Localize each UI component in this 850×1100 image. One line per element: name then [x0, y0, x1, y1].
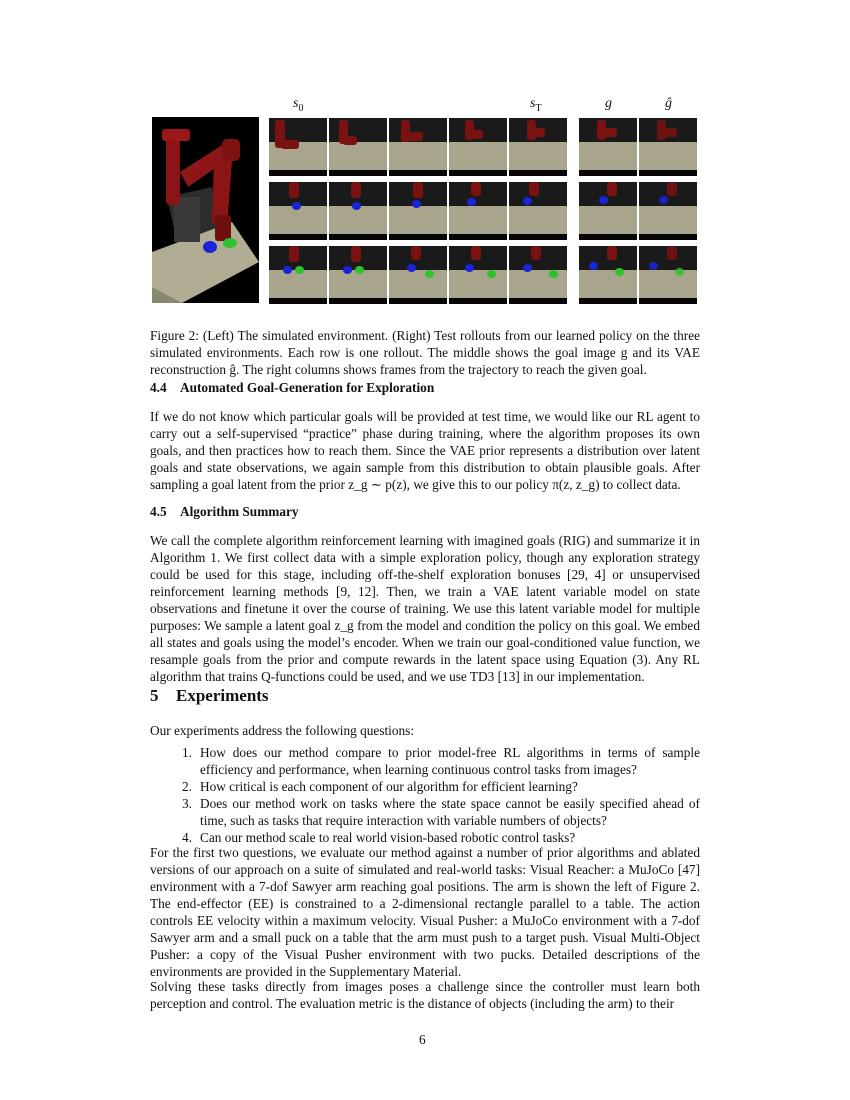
- list-item: 2. How critical is each component of our algorithm for efficient learning?: [182, 779, 578, 794]
- goal-image-row-3: [579, 246, 637, 304]
- list-item: 3. Does our method work on tasks where the state space cannot be easily specified ahead of time, such as tasks that require interaction with variable numbers of objects?: [182, 796, 700, 828]
- goal-image-row-2: [579, 182, 637, 240]
- label-g: g: [605, 96, 612, 111]
- section-5-heading: 5 Experiments: [150, 686, 269, 705]
- figure-caption: Figure 2: (Left) The simulated environment. (Right) Test rollouts from our learned policy on the three simulated environments. Each row is one rollout. The middle shows the goal image g and its VAE reconstruction ĝ. The right columns shows frames from the trajectory to reach the given goal.: [150, 328, 700, 378]
- section-5-intro: Our experiments address the following questions:: [150, 723, 415, 738]
- goal-reconstruction-row-1: [639, 118, 697, 176]
- list-item: 1. How does our method compare to prior model-free RL algorithms in terms of sample efficiency and performance, when learning continuous control tasks from images?: [182, 745, 700, 777]
- rollout-2-frame-2: [329, 182, 387, 240]
- section-4-4-heading: 4.4 Automated Goal-Generation for Exploration: [150, 380, 435, 395]
- rollout-3-frame-4: [449, 246, 507, 304]
- page-number: 6: [419, 1032, 426, 1047]
- rollout-3-frame-2: [329, 246, 387, 304]
- goal-reconstruction-row-2: [639, 182, 697, 240]
- section-4-5-heading: 4.5 Algorithm Summary: [150, 504, 299, 519]
- rollout-2-frame-5: [509, 182, 567, 240]
- label-s0: $s_0$: [293, 96, 304, 114]
- rollout-1-frame-2: [329, 118, 387, 176]
- goal-reconstruction-row-3: [639, 246, 697, 304]
- label-sT: $s_T$: [530, 96, 542, 114]
- list-item: 4. Can our method scale to real world vision-based robotic control tasks?: [182, 830, 576, 845]
- rollout-3-frame-5: [509, 246, 567, 304]
- rollout-1-frame-4: [449, 118, 507, 176]
- rollout-1-frame-3: [389, 118, 447, 176]
- rollout-1-frame-5: [509, 118, 567, 176]
- goal-image-row-1: [579, 118, 637, 176]
- rollout-3-frame-1: [269, 246, 327, 304]
- section-4-5-body: We call the complete algorithm reinforcement learning with imagined goals (RIG) and summarize it in Algorithm 1. We first collect data with a simple exploration policy, though any exploration strategy could be used for this stage, including off-the-shelf exploration bonuses [29, 4] or unsupervised reinforcement learning methods [9, 12]. Then, we train a VAE latent variable model on state observations and finetune it over the course of training. We use this latent variable model for multiple purposes: We sample a latent goal z_g from the model and condition the policy on this goal. We embed all states and goals using the model’s encoder. When we train our goal-conditioned value function, we resample goals from the prior and compute rewards in the latent space using Equation (3). Any RL algorithm that trains Q-functions could be used, and we use TD3 [13] in our implementation.: [150, 533, 700, 684]
- rollout-3-frame-3: [389, 246, 447, 304]
- section-4-4-body: If we do not know which particular goals will be provided at test time, we would like our RL agent to carry out a self-supervised “practice” phase during training, where the algorithm proposes its own goals, and then practices how to reach them. Since the VAE prior represents a distribution over latent goals and state observations, we again sample from this distribution to obtain plausible goals. After sampling a goal latent from the prior z_g ∼ p(z), we give this to our policy π(z, z_g) to collect data.: [150, 409, 700, 492]
- rollout-2-frame-4: [449, 182, 507, 240]
- section-5-paragraph-2: Solving these tasks directly from images poses a challenge since the controller must learn both perception and control. The evaluation metric is the distance of objects (including the arm) to their: [150, 979, 700, 1011]
- figure-2: [150, 96, 700, 306]
- questions-list: [176, 744, 700, 846]
- rollout-1-frame-1: [269, 118, 327, 176]
- simulated-environment-image: [152, 117, 259, 303]
- label-ghat: ĝ: [665, 96, 672, 111]
- rollout-2-frame-1: [269, 182, 327, 240]
- rollout-2-frame-3: [389, 182, 447, 240]
- section-5-paragraph-1: For the first two questions, we evaluate our method against a number of prior algorithms and ablated versions of our approach on a suite of simulated and real-world tasks: Visual Reacher: a MuJoCo [47] environment with a 7-dof Sawyer arm reaching goal positions. The arm is shown the left of Figure 2. The end-effector (EE) is constrained to a 2-dimensional rectangle parallel to a table. The action controls EE velocity within a maximum velocity. Visual Pusher: a MuJoCo environment with a 7-dof Sawyer arm and a small puck on a table that the arm must push to a target push. Visual Multi-Object Pusher: a copy of the Visual Pusher environment with two pucks. Detailed descriptions of the environments are provided in the Supplementary Material.: [150, 845, 700, 979]
